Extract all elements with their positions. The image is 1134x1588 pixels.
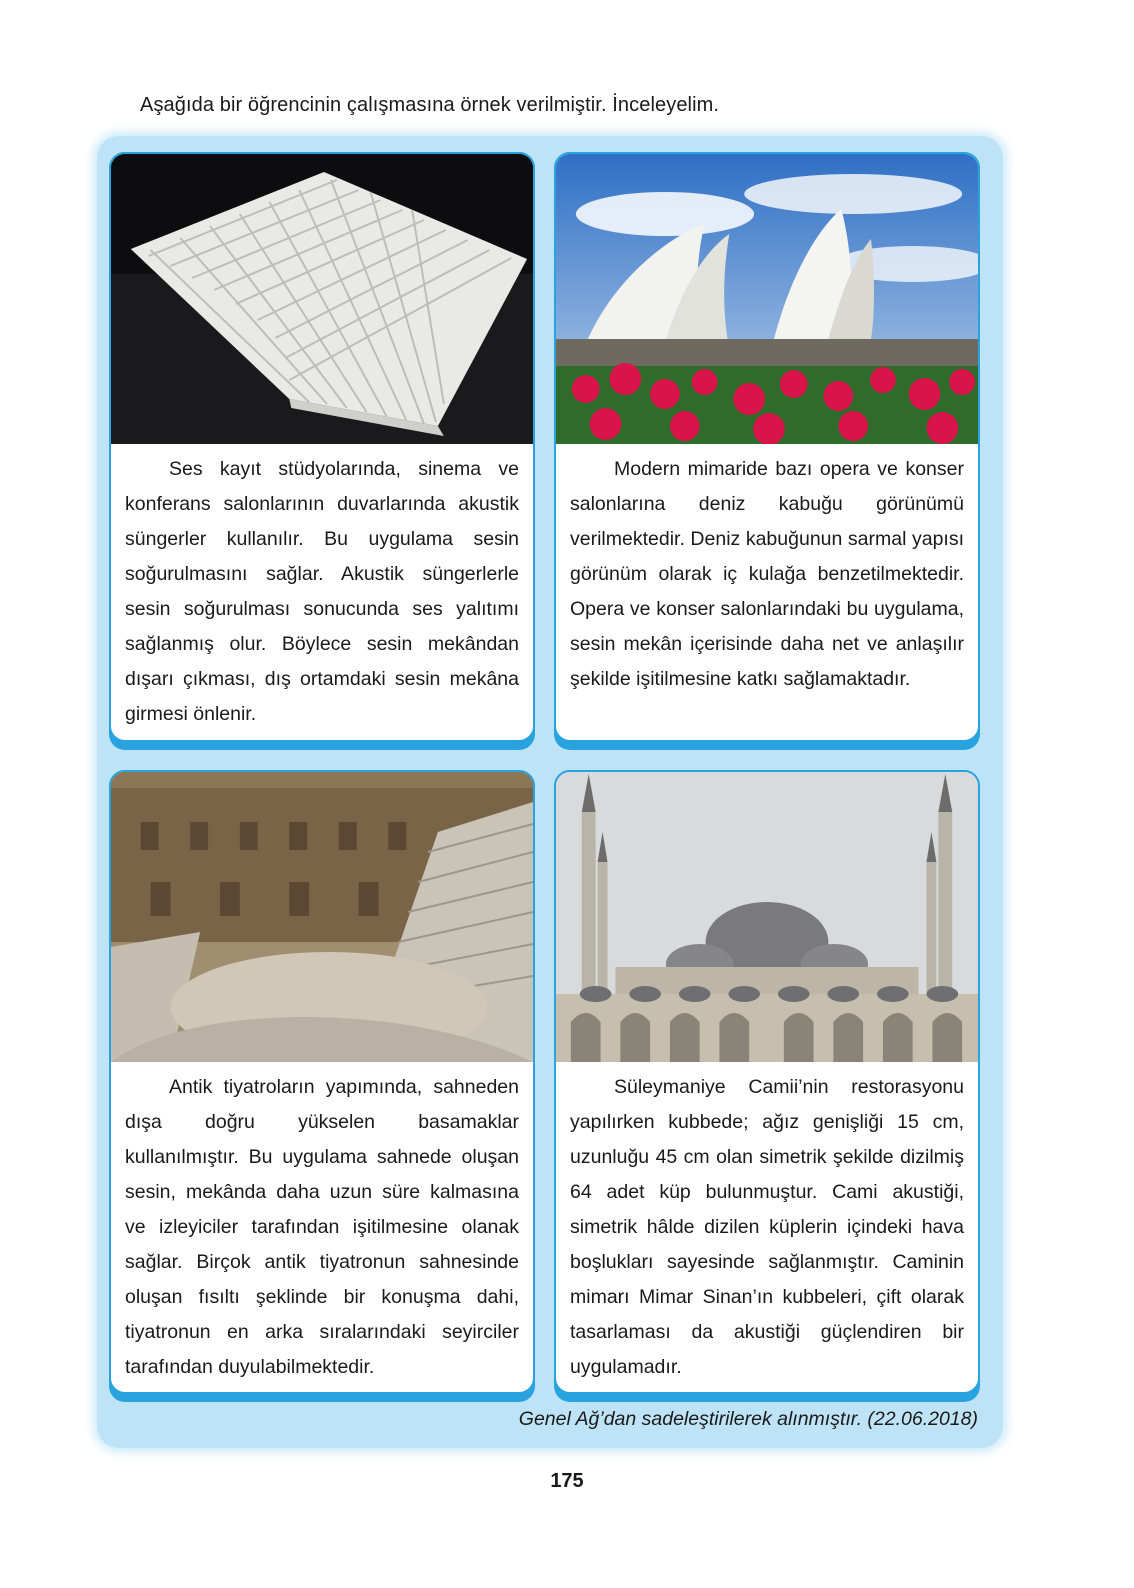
opera-house-image (556, 154, 978, 444)
card-acoustic-foam (109, 152, 535, 750)
card-opera-house (554, 152, 980, 750)
card-text-opera-house: Modern mimaride bazı opera ve konser salonlarına deniz kabuğu görünümü verilmektedir. Deniz kabuğunun sarmal yapısı görünüm olarak iç kulağa benzetilmektedir. Opera ve konser salonlarındaki bu uygulama, sesin mekân içerisinde daha net ve anlaşılır şekilde işitilmesine katkı sağlamaktadır. (570, 458, 964, 690)
suleymaniye-mosque-image (556, 772, 978, 1062)
card-text-ancient-theatre: Antik tiyatroların yapımında, sahneden dışa doğru yükselen basamaklar kullanılmıştır. Bu uygulama sahnede oluşan sesin, mekânda daha uzun süre kalmasına ve izleyiciler tarafından işitilmesine olanak sağlar. Birçok antik tiyatronun sahnesinde oluşan fısıltı şeklinde bir konuşma dahi, tiyatronun en arka sıralarındaki seyirciler tarafından duyulabilmektedir. (125, 1076, 519, 1378)
card-ancient-theatre (109, 770, 535, 1402)
acoustic-foam-image (111, 154, 533, 444)
page-number: 175 (550, 1470, 584, 1492)
card-text-suleymaniye-mosque: Süleymaniye Camii’nin restorasyonu yapılırken kubbede; ağız genişliği 15 cm, uzunluğu 45 cm olan simetrik şekilde dizilmiş 64 adet küp bulunmuştur. Cami akustiği, simetrik hâlde dizilen küplerin içindeki hava boşlukları sayesinde sağlanmıştır. Caminin mimarı Mimar Sinan’ın kubbeleri, çift olarak tasarlaması da akustiği güçlendiren bir uygulamadır. (570, 1076, 964, 1378)
card-suleymaniye-mosque (554, 770, 980, 1402)
intro-text: Aşağıda bir öğrencinin çalışmasına örnek verilmiştir. İnceleyelim. (140, 94, 720, 116)
card-text-acoustic-foam: Ses kayıt stüdyolarında, sinema ve konferans salonlarının duvarlarında akustik süngerler kullanılır. Bu uygulama sesin soğurulmasını sağlar. Akustik süngerlerle sesin soğurulması sonucunda ses yalıtımı sağlanmış olur. Böylece sesin mekândan dışarı çıkması, dış ortamdaki sesin mekâna girmesi önlenir. (125, 458, 519, 725)
ancient-theatre-image (111, 772, 533, 1062)
source-citation: Genel Ağ’dan sadeleştirilerek alınmıştır. (22.06.2018) (518, 1408, 978, 1430)
